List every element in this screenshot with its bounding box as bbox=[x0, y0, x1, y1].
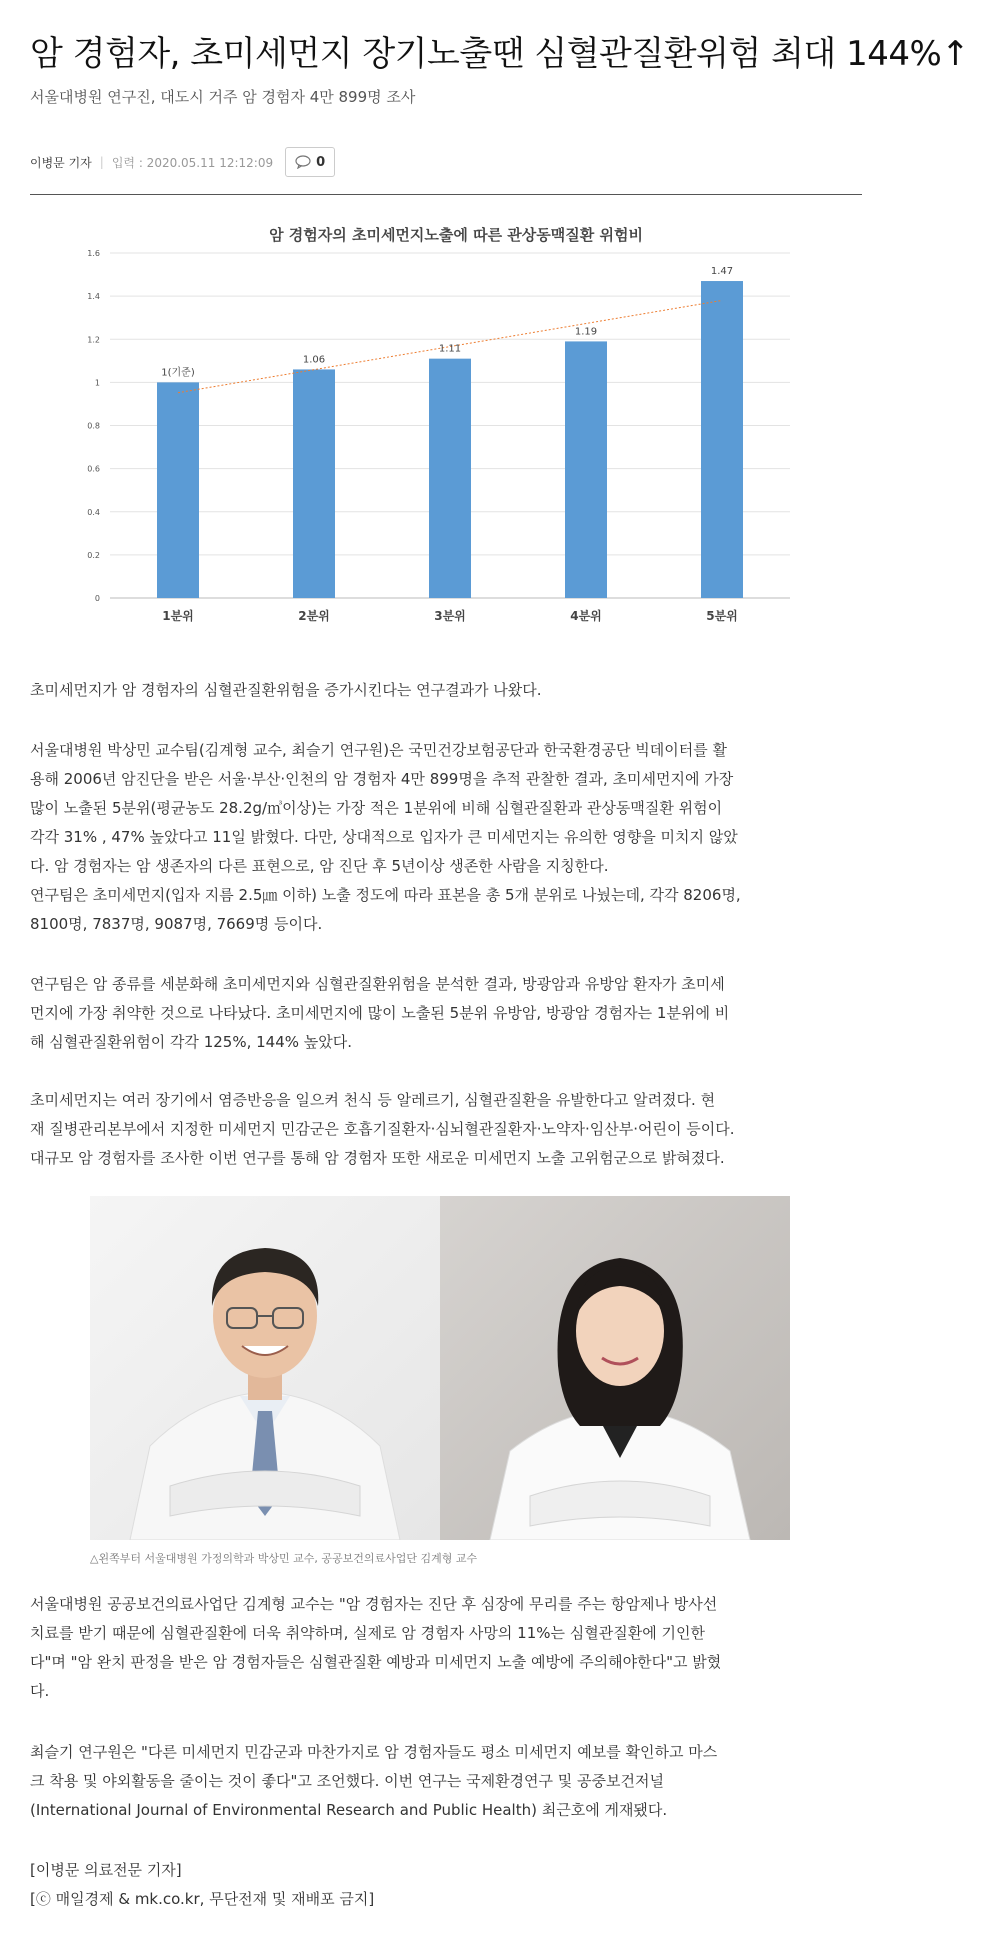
paragraph-line: 연구팀은 암 종류를 세분화해 초미세먼지와 심혈관질환위험을 분석한 결과, 방광암과 유방암 환자가 초미세 bbox=[30, 975, 725, 993]
chart-svg bbox=[60, 208, 820, 638]
paragraph-line: 8100명, 7837명, 9087명, 7669명 등이다. bbox=[30, 915, 323, 933]
data-label: 1.19 bbox=[574, 326, 598, 338]
paragraph-line: (International Journal of Environmental Research and Public Health) 최근호에 게재됐다. bbox=[30, 1801, 668, 1819]
paragraph-line: 다. 암 경험자는 암 생존자의 다른 표현으로, 암 진단 후 5년이상 생존한 사람을 지칭한다. bbox=[30, 857, 609, 875]
y-tick-label: 0.2 bbox=[87, 550, 100, 560]
y-axis-ticks bbox=[87, 249, 100, 603]
professors-photo-svg bbox=[90, 1196, 790, 1540]
bars bbox=[157, 281, 743, 598]
paragraph-line: 서울대병원 공공보건의료사업단 김계형 교수는 "암 경험자는 진단 후 심장에 무리를 주는 항암제나 방사선 bbox=[30, 1595, 718, 1613]
paragraph-line: 크 착용 및 야외활동을 줄이는 것이 좋다"고 조언했다. 이번 연구는 국제환경연구 및 공중보건저널 bbox=[30, 1772, 664, 1790]
bar bbox=[565, 341, 607, 598]
risk-ratio-chart bbox=[60, 208, 820, 638]
paragraph-line: 다"며 "암 완치 판정을 받은 암 경험자들은 심혈관질환 예방과 미세먼지 노출 예방에 주의해야한다"고 밝혔 bbox=[30, 1653, 722, 1671]
chart-title: 암 경험자의 초미세먼지노출에 따른 관상동맥질환 위험비 bbox=[269, 226, 643, 244]
x-tick-label: 1분위 bbox=[162, 609, 194, 623]
bar bbox=[293, 369, 335, 598]
data-label: 1.11 bbox=[438, 343, 462, 355]
paragraph-6 bbox=[30, 1738, 860, 1825]
data-label: 1(기준) bbox=[161, 367, 195, 379]
paragraph-line: 해 심혈관질환위험이 각각 125%, 144% 높았다. bbox=[30, 1033, 353, 1051]
data-label: 1.06 bbox=[302, 354, 326, 366]
article-headline: 암 경험자, 초미세먼지 장기노출땐 심혈관질환위험 최대 144%↑ bbox=[30, 34, 970, 74]
copyright-notice: [ⓒ 매일경제 & mk.co.kr, 무단전재 및 재배포 금지] bbox=[30, 1890, 375, 1908]
byline-divider: | bbox=[99, 155, 104, 169]
data-label: 1.47 bbox=[710, 266, 734, 278]
byline bbox=[30, 146, 335, 178]
bar bbox=[429, 359, 471, 598]
comment-button[interactable] bbox=[285, 147, 335, 177]
y-tick-label: 0 bbox=[94, 594, 100, 603]
y-tick-label: 0.8 bbox=[87, 421, 100, 431]
y-tick-label: 0.4 bbox=[87, 507, 100, 517]
bar bbox=[701, 281, 743, 598]
author-name[interactable]: 이병문 기자 bbox=[30, 155, 92, 170]
paragraph-line: 연구팀은 초미세먼지(입자 지름 2.5㎛ 이하) 노출 정도에 따라 표본을 총 5개 분위로 나눴는데, 각각 8206명, bbox=[30, 886, 741, 904]
article-subheadline: 서울대병원 연구진, 대도시 거주 암 경험자 4만 899명 조사 bbox=[30, 88, 416, 106]
paragraph-2 bbox=[30, 736, 860, 939]
paragraph-line: 많이 노출된 5분위(평균농도 28.2g/㎥이상)는 가장 적은 1분위에 비해 심혈관질환과 관상동맥질환 위험이 bbox=[30, 799, 723, 817]
paragraph-line: 용해 2006년 암진단을 받은 서울·부산·인천의 암 경험자 4만 899명을 추적 관찰한 결과, 초미세먼지에 가장 bbox=[30, 770, 734, 788]
header-divider bbox=[30, 194, 862, 195]
paragraph-line: 각각 31% , 47% 높았다고 11일 밝혔다. 다만, 상대적으로 입자가 큰 미세먼지는 유의한 영향을 미치지 않았 bbox=[30, 828, 738, 846]
x-tick-label: 2분위 bbox=[298, 609, 330, 623]
paragraph-line: 치료를 받기 때문에 심혈관질환에 더욱 취약하며, 실제로 암 경험자 사망의 11%는 심혈관질환에 기인한 bbox=[30, 1624, 705, 1642]
comment-count: 0 bbox=[316, 154, 326, 170]
paragraph-line: 서울대병원 박상민 교수팀(김계형 교수, 최슬기 연구원)은 국민건강보험공단과 한국환경공단 빅데이터를 활 bbox=[30, 741, 727, 759]
y-tick-label: 0.6 bbox=[87, 464, 100, 474]
published-date: 입력 : 2020.05.11 12:12:09 bbox=[111, 155, 274, 170]
y-tick-label: 1.6 bbox=[87, 249, 100, 258]
y-tick-label: 1.2 bbox=[87, 335, 100, 345]
x-tick-label: 5분위 bbox=[706, 609, 738, 623]
paragraph-3 bbox=[30, 970, 860, 1057]
x-axis-ticks bbox=[162, 608, 738, 623]
professors-photo bbox=[90, 1196, 790, 1540]
paragraph-line: 먼지에 가장 취약한 것으로 나타났다. 초미세먼지에 많이 노출된 5분위 유방암, 방광암 경험자는 1분위에 비 bbox=[30, 1004, 730, 1022]
paragraph-line: 최슬기 연구원은 "다른 미세먼지 민감군과 마찬가지로 암 경험자들도 평소 미세먼지 예보를 확인하고 마스 bbox=[30, 1743, 718, 1761]
paragraph-line: 다. bbox=[30, 1682, 50, 1700]
bar bbox=[157, 382, 199, 598]
paragraph-line: 재 질병관리본부에서 지정한 미세먼지 민감군은 호흡기질환자·심뇌혈관질환자·노약자·임산부·어린이 등이다. bbox=[30, 1120, 735, 1138]
speech-bubble-icon bbox=[295, 155, 311, 169]
x-tick-label: 4분위 bbox=[570, 609, 602, 623]
paragraph-line: 대규모 암 경험자를 조사한 이번 연구를 통해 암 경험자 또한 새로운 미세먼지 노출 고위험군으로 밝혀졌다. bbox=[30, 1149, 725, 1167]
x-tick-label: 3분위 bbox=[434, 609, 466, 623]
paragraph-1: 초미세먼지가 암 경험자의 심혈관질환위험을 증가시킨다는 연구결과가 나왔다. bbox=[30, 681, 542, 699]
article-footer bbox=[30, 1856, 860, 1914]
paragraph-line: 초미세먼지는 여러 장기에서 염증반응을 일으켜 천식 등 알레르기, 심혈관질환을 유발한다고 알려졌다. 현 bbox=[30, 1091, 716, 1109]
reporter-credit: [이병문 의료전문 기자] bbox=[30, 1861, 182, 1879]
y-tick-label: 1.4 bbox=[87, 292, 100, 302]
photo-caption: △왼쪽부터 서울대병원 가정의학과 박상민 교수, 공공보건의료사업단 김계형 교수 bbox=[90, 1552, 478, 1565]
paragraph-4 bbox=[30, 1086, 860, 1173]
y-tick-label: 1 bbox=[94, 378, 100, 388]
paragraph-5 bbox=[30, 1590, 860, 1706]
